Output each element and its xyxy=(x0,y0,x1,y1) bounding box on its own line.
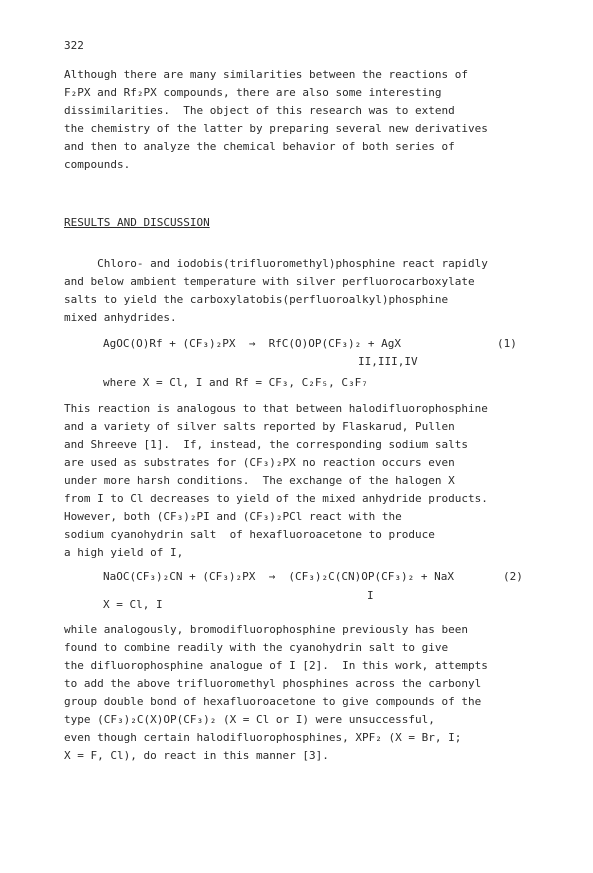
text-line: even though certain halodifluorophosphines, XPF₂ (X = Br, I; xyxy=(64,731,462,744)
text-line: dissimilarities. The object of this research was to extend xyxy=(64,104,455,117)
text-line: sodium cyanohydrin salt of hexafluoroacetone to produce xyxy=(64,528,435,541)
text-line: mixed anhydrides. xyxy=(64,311,177,324)
equation-1-number: (1) xyxy=(497,337,517,350)
text-line: type (CF₃)₂C(X)OP(CF₃)₂ (X = Cl or I) were unsuccessful, xyxy=(64,713,435,726)
equation-2-product: I xyxy=(367,589,374,602)
text-line: the chemistry of the latter by preparing several new derivatives xyxy=(64,122,488,135)
text-line: and Shreeve [1]. If, instead, the corresponding sodium salts xyxy=(64,438,468,451)
text-line: are used as substrates for (CF₃)₂PX no reaction occurs even xyxy=(64,456,455,469)
equation-2-number: (2) xyxy=(503,570,523,583)
text-line: X = F, Cl), do react in this manner [3]. xyxy=(64,749,329,762)
text-line: However, both (CF₃)₂PI and (CF₃)₂PCl react with the xyxy=(64,510,402,523)
equation-2-where: X = Cl, I xyxy=(103,598,163,611)
text-line: under more harsh conditions. The exchange of the halogen X xyxy=(64,474,455,487)
equation-2-reaction: NaOC(CF₃)₂CN + (CF₃)₂PX → (CF₃)₂C(CN)OP(CF₃)₂ + NaX xyxy=(103,570,454,583)
text-line: from I to Cl decreases to yield of the mixed anhydride products. xyxy=(64,492,488,505)
text-line: found to combine readily with the cyanohydrin salt to give xyxy=(64,641,449,654)
text-line: This reaction is analogous to that between halodifluorophosphine xyxy=(64,402,488,415)
equation-1-reaction: AgOC(O)Rf + (CF₃)₂PX → RfC(O)OP(CF₃)₂ + AgX xyxy=(103,337,402,350)
text-line: group double bond of hexafluoroacetone to give compounds of the xyxy=(64,695,482,708)
text-line: the difluorophosphine analogue of I [2]. In this work, attempts xyxy=(64,659,488,672)
text-line: to add the above trifluoromethyl phosphines across the carbonyl xyxy=(64,677,482,690)
text-line: Chloro- and iodobis(trifluoromethyl)phosphine react rapidly xyxy=(64,257,488,270)
text-line: salts to yield the carboxylatobis(perfluoroalkyl)phosphine xyxy=(64,293,449,306)
text-line: and then to analyze the chemical behavior of both series of xyxy=(64,140,455,153)
text-line: compounds. xyxy=(64,158,131,171)
page-number: 322 xyxy=(64,39,84,52)
section-heading: RESULTS AND DISCUSSION xyxy=(64,216,210,229)
text-line: a high yield of I, xyxy=(64,546,184,559)
text-line: and a variety of silver salts reported by Flaskarud, Pullen xyxy=(64,420,455,433)
equation-1-products: II,III,IV xyxy=(358,355,418,368)
text-line: Although there are many similarities between the reactions of xyxy=(64,68,468,81)
text-line: and below ambient temperature with silver perfluorocarboxylate xyxy=(64,275,475,288)
text-line: F₂PX and Rf₂PX compounds, there are also some interesting xyxy=(64,86,442,99)
text-line: while analogously, bromodifluorophosphine previously has been xyxy=(64,623,468,636)
equation-1-where: where X = Cl, I and Rf = CF₃, C₂F₅, C₃F₇ xyxy=(103,376,368,389)
